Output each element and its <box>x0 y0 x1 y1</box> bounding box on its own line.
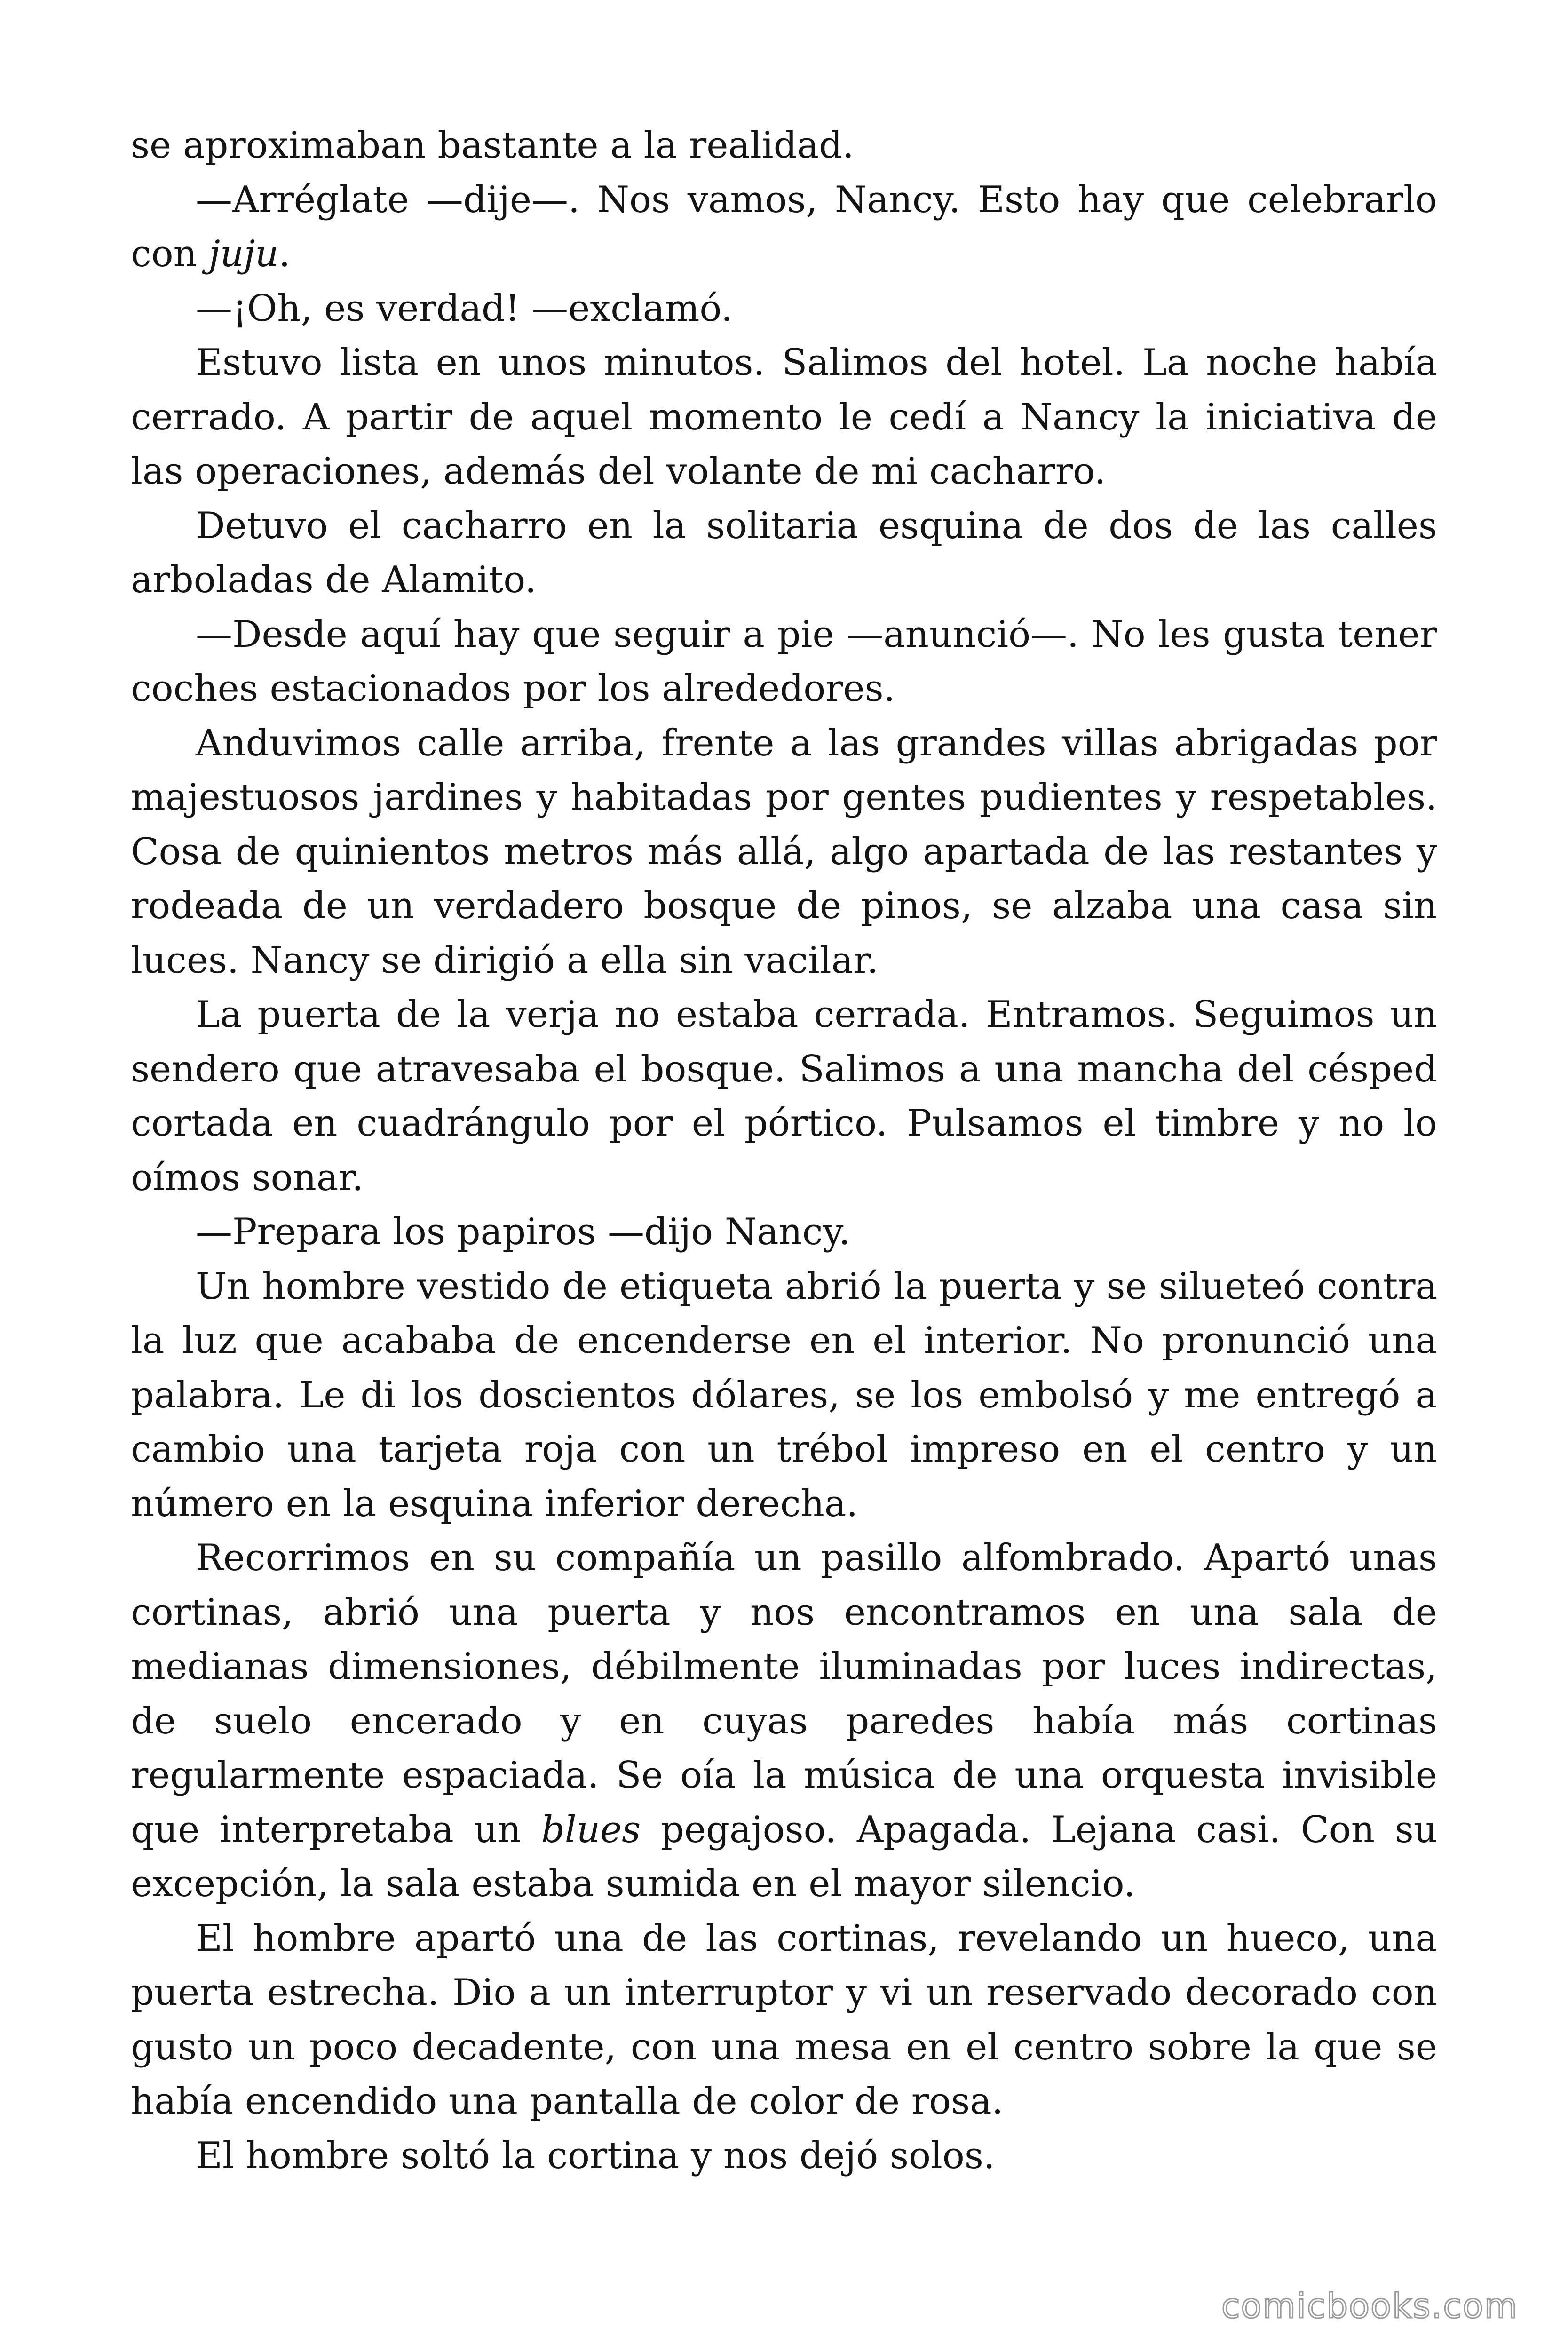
italic-word: juju <box>208 233 279 275</box>
text-run: —Arréglate —dije—. Nos vamos, Nancy. Esto hay que celebrarlo con <box>131 178 1437 275</box>
text-run: se aproximaban bastante a la realidad. <box>131 124 854 167</box>
text-run: pegajoso. Apagada. Lejana casi. Con su excepción, la sala estaba sumida en el mayor silencio. <box>131 1808 1438 1905</box>
paragraph <box>131 336 1437 499</box>
text-run: —¡Oh, es verdad! —exclamó. <box>196 287 733 330</box>
paragraph <box>131 1260 1437 1532</box>
text-run: La puerta de la verja no estaba cerrada. Entramos. Seguimos un sendero que atravesaba el bosque. Salimos a una mancha del césped cortada en cuadrángulo por el pórtico. Pulsamos el timbre y no lo oímos sonar. <box>131 993 1437 1199</box>
text-run: Estuvo lista en unos minutos. Salimos del hotel. La noche había cerrado. A partir de aquel momento le cedí a Nancy la iniciativa de las operaciones, además del volante de mi cacharro. <box>131 342 1437 493</box>
text-run: . <box>278 233 291 275</box>
text-run: Un hombre vestido de etiqueta abrió la puerta y se silueteó contra la luz que acababa de encenderse en el interior. No pronunció una palabra. Le di los doscientos dólares, se los embolsó y me entregó a cambio una tarjeta roja con un trébol impreso en el centro y un número en la esquina inferior derecha. <box>131 1265 1437 1525</box>
paragraph <box>131 608 1437 716</box>
text-run: —Desde aquí hay que seguir a pie —anunció—. No les gusta tener coches estacionados por los alrededores. <box>131 613 1437 710</box>
paragraph <box>131 716 1437 988</box>
italic-word: blues <box>541 1808 641 1851</box>
paragraph <box>131 119 1437 173</box>
paragraph <box>131 173 1437 282</box>
body-text <box>131 119 1437 2183</box>
text-run: —Prepara los papiros —dijo Nancy. <box>196 1211 851 1253</box>
paragraph <box>131 1912 1437 2129</box>
text-run: Recorrimos en su compañía un pasillo alfombrado. Apartó unas cortinas, abrió una puerta y nos encontramos en una sala de medianas dimensiones, débilmente iluminadas por luces indirectas, de suelo encerado y en cuyas paredes había más cortinas regularmente espaciada. Se oía la música de una orquesta invisible que interpretaba un <box>131 1537 1437 1851</box>
paragraph <box>131 1205 1437 1260</box>
paragraph <box>131 1531 1437 1912</box>
paragraph <box>131 282 1437 336</box>
text-run: Anduvimos calle arriba, frente a las grandes villas abrigadas por majestuosos jardines y habitadas por gentes pudientes y respetables. Cosa de quinientos metros más allá, algo apartada de las restantes y rodeada de un verdadero bosque de pinos, se alzaba una casa sin luces. Nancy se dirigió a ella sin vacilar. <box>131 722 1437 982</box>
text-run: El hombre soltó la cortina y nos dejó solos. <box>196 2134 995 2177</box>
paragraph <box>131 2129 1437 2184</box>
paragraph <box>131 988 1437 1205</box>
watermark: comicbooks.com <box>1221 2286 1518 2326</box>
paragraph <box>131 499 1437 608</box>
text-run: Detuvo el cacharro en la solitaria esquina de dos de las calles arboladas de Alamito. <box>131 504 1437 601</box>
text-run: El hombre apartó una de las cortinas, revelando un hueco, una puerta estrecha. Dio a un interruptor y vi un reservado decorado con gusto un poco decadente, con una mesa en el centro sobre la que se había encendido una pantalla de color de rosa. <box>131 1917 1437 2122</box>
